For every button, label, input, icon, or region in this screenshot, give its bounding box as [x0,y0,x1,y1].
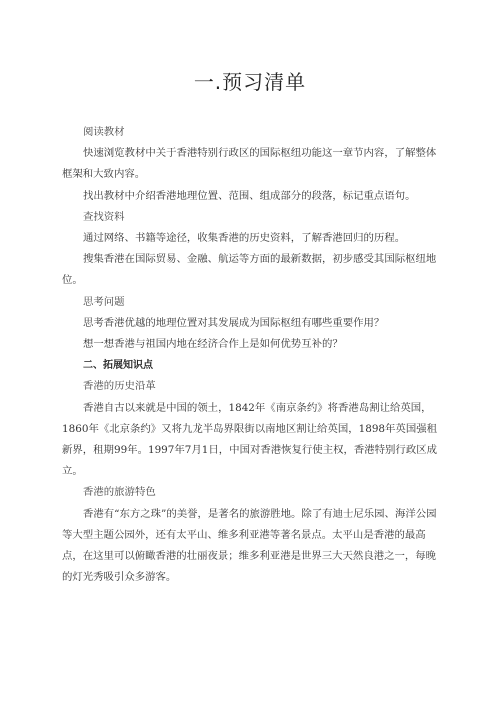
paragraph: 快速浏览教材中关于香港特别行政区的国际枢纽功能这一章节内容，了解整体框架和大致内容。 [62,147,437,181]
paragraph: 通过网络、书籍等途径，收集香港的历史资料，了解香港回归的历程。 [83,232,406,245]
paragraph: 香港有“东方之珠”的美誉，是著名的旅游胜地。除了有迪士尼乐园、海洋公园等大型主题公园外，还有太平山、维多利亚港等著名景点。太平山是香港的最高点，在这里可以俯瞰香港的壮丽夜景；维多利亚港是世界三大天然良港之一，每晚的灯光秀吸引众多游客。 [62,507,437,584]
subheading-history: 香港的历史沿革 [83,380,156,393]
paragraph: 想一想香港与祖国内地在经济合作上是如何优势互补的？ [83,338,343,351]
paragraph: 思考香港优越的地理位置对其发展成为国际枢纽有哪些重要作用？ [83,316,385,329]
subheading-tourism: 香港的旅游特色 [83,486,156,499]
paragraph: 找出教材中介绍香港地理位置、范围、组成部分的段落，标记重点语句。 [83,189,416,202]
subheading-research: 查找资料 [83,210,125,223]
section-heading: 二、拓展知识点 [83,360,153,372]
paragraph: 搜集香港在国际贸易、金融、航运等方面的最新数据，初步感受其国际枢纽地位。 [62,253,437,287]
subheading-reading: 阅读教材 [83,126,125,138]
page-title: 一.预习清单 [193,70,307,94]
subheading-questions: 思考问题 [83,295,125,308]
paragraph: 香港自古以来就是中国的领土，1842年《南京条约》将香港岛割让给英国，1860年《北京条约》又将九龙半岛界限街以南地区割让给英国，1898年英国强租新界，租期99年。1997年7月1日，中国对香港恢复行使主权，香港特别行政区成立。 [62,401,437,478]
document-body [62,122,440,588]
